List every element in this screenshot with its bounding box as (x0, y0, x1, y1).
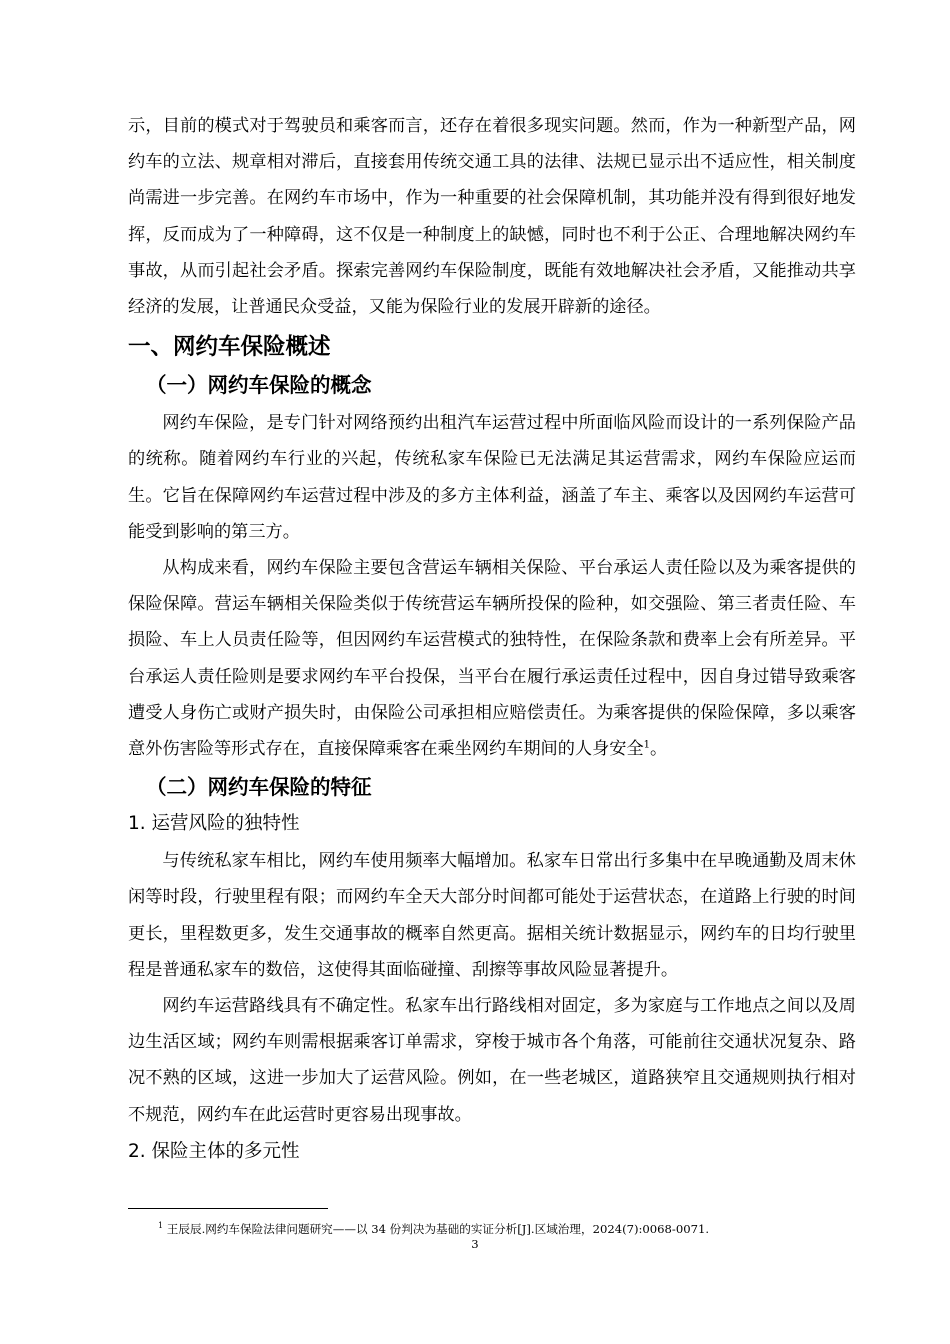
footnote-separator (128, 1208, 328, 1209)
footnote-text: 王辰辰.网约车保险法律问题研究——以 34 份判决为基础的实证分析[J].区域治理，2024(7):0068-0071. (166, 1221, 710, 1236)
subsection-heading-concept: （一）网约车保险的概念 (146, 373, 372, 398)
item-heading-insurance-subjects: 2. 保险主体的多元性 (128, 1140, 300, 1162)
footnote (158, 1218, 878, 1237)
body-content (128, 108, 856, 1171)
paragraph-composition-end: 。 (650, 739, 668, 760)
paragraph-route-uncertainty: 网约车运营路线具有不确定性。私家车出行路线相对固定，多为家庭与工作地点之间以及周边生活区域；网约车则需根据乘客订单需求，穿梭于城市各个角落，可能前往交通状况复杂、路况不熟的区域，这进一步加大了运营风险。例如，在一些老城区，道路狭窄且交通规则执行相对不规范，网约车在此运营时更容易出现事故。 (128, 996, 856, 1125)
paragraph-continued: 示，目前的模式对于驾驶员和乘客而言，还存在着很多现实问题。然而，作为一种新型产品，网约车的立法、规章相对滞后，直接套用传统交通工具的法律、法规已显示出不适应性，相关制度尚需进一步完善。在网约车市场中，作为一种重要的社会保障机制，其功能并没有得到很好地发挥，反而成为了一种障碍，这不仅是一种制度上的缺憾，同时也不利于公正、合理地解决网约车事故，从而引起社会矛盾。探索完善网约车保险制度，既能有效地解决社会矛盾，又能推动共享经济的发展，让普通民众受益，又能为保险行业的发展开辟新的途径。 (128, 116, 856, 318)
paragraph-composition (128, 550, 856, 767)
paragraph-definition: 网约车保险，是专门针对网络预约出租汽车运营过程中所面临风险而设计的一系列保险产品的统称。随着网约车行业的兴起，传统私家车保险已无法满足其运营需求，网约车保险应运而生。它旨在保障网约车运营过程中涉及的多方主体利益，涵盖了车主、乘客以及因网约车运营可能受到影响的第三方。 (128, 413, 856, 542)
paragraph-usage-frequency: 与传统私家车相比，网约车使用频率大幅增加。私家车日常出行多集中在早晚通勤及周末休闲等时段，行驶里程有限；而网约车全天大部分时间都可能处于运营状态，在道路上行驶的时间更长，里程数更多，发生交通事故的概率自然更高。据相关统计数据显示，网约车的日均行驶里程是普通私家车的数倍，这使得其面临碰撞、刮擦等事故风险显著提升。 (128, 851, 856, 980)
item-heading-operational-risk: 1. 运营风险的独特性 (128, 813, 300, 835)
footnote-reference: 1 (643, 739, 651, 751)
footnote-marker: 1 (158, 1221, 164, 1230)
subsection-heading-features: （二）网约车保险的特征 (146, 775, 372, 800)
section-heading-overview: 一、网约车保险概述 (128, 334, 331, 361)
page-number: 3 (471, 1237, 479, 1251)
paragraph-composition-text: 从构成来看，网约车保险主要包含营运车辆相关保险、平台承运人责任险以及为乘客提供的保险保障。营运车辆相关保险类似于传统营运车辆所投保的险种，如交强险、第三者责任险、车损险、车上人员责任险等，但因网约车运营模式的独特性，在保险条款和费率上会有所差异。平台承运人责任险则是要求网约车平台投保，当平台在履行承运责任过程中，因自身过错导致乘客遭受人身伤亡或财产损失时，由保险公司承担相应赔偿责任。为乘客提供的保险保障，多以乘客意外伤害险等形式存在，直接保障乘客在乘坐网约车期间的人身安全 (128, 558, 856, 760)
